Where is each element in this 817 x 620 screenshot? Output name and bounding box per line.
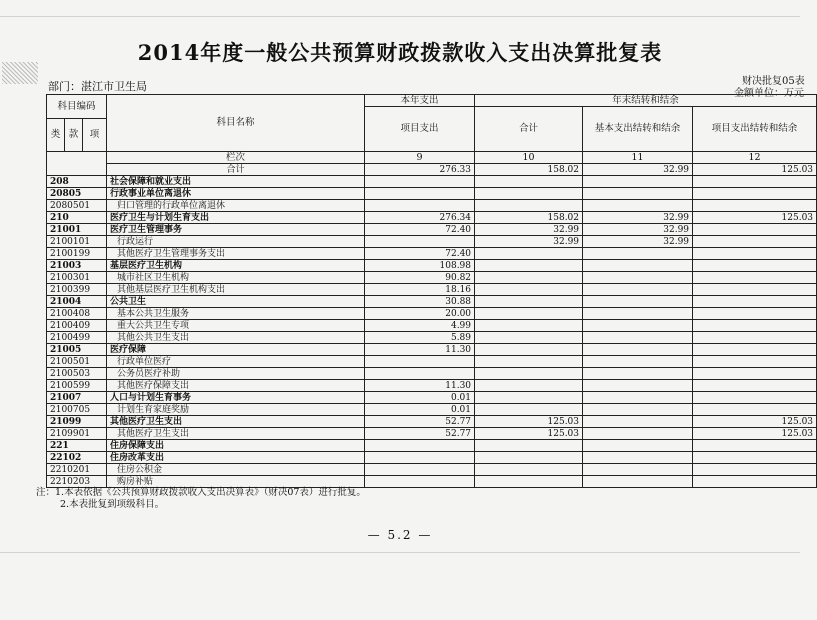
project-expense-cell: 108.98 [365,260,475,272]
project-expense-cell: 20.00 [365,308,475,320]
total-cell [475,464,583,476]
table-row [47,344,817,356]
project-balance-cell [693,296,817,308]
subject-code-cell: 21001 [47,224,107,236]
subject-code-cell: 2109901 [47,428,107,440]
project-expense-cell: 90.82 [365,272,475,284]
table-row [47,464,817,476]
kuan-header: 款 [65,119,83,152]
table-row [47,428,817,440]
subject-code-cell: 2100301 [47,272,107,284]
project-balance-cell [693,248,817,260]
project-balance-cell [693,200,817,212]
subject-name-cell: 其他医疗卫生支出 [107,428,365,440]
col-11-index: 11 [583,152,693,164]
project-balance-cell [693,404,817,416]
table-row [47,188,817,200]
subject-name-cell: 计划生育家庭奖励 [107,404,365,416]
project-balance-cell [693,380,817,392]
footnote-1: 注：1.本表依据《公共预算财政拨款收入支出决算表》（财决07表）进行批复。 [36,487,366,498]
approval-table-container [46,94,816,486]
project-balance-cell [693,176,817,188]
form-code: 财决批复05表 [742,76,805,87]
subject-code-cell: 221 [47,440,107,452]
basic-balance-cell [583,344,693,356]
total-cell: 125.03 [475,428,583,440]
basic-balance-cell [583,416,693,428]
project-balance-header: 项目支出结转和结余 [693,107,817,152]
table-row [47,368,817,380]
project-balance-cell [693,392,817,404]
subject-code-cell: 21099 [47,416,107,428]
total-cell [475,308,583,320]
subject-name-cell: 医疗卫生与计划生育支出 [107,212,365,224]
project-expense-cell: 0.01 [365,392,475,404]
subject-name-cell: 重大公共卫生专项 [107,320,365,332]
department-label: 部门：湛江市卫生局 [48,80,147,93]
basic-balance-header: 基本支出结转和结余 [583,107,693,152]
project-balance-cell [693,224,817,236]
basic-balance-cell: 32.99 [583,236,693,248]
table-row [47,356,817,368]
sum-total: 158.02 [475,164,583,176]
project-expense-cell: 52.77 [365,416,475,428]
total-cell: 125.03 [475,416,583,428]
total-cell [475,320,583,332]
subject-name-cell: 人口与计划生育事务 [107,392,365,404]
basic-balance-cell [583,248,693,260]
table-row [47,404,817,416]
subject-name-cell: 住房保障支出 [107,440,365,452]
table-row [47,224,817,236]
project-balance-cell [693,272,817,284]
subject-code-header: 科目编码 [47,95,107,119]
project-expense-cell: 11.30 [365,344,475,356]
total-cell [475,200,583,212]
approval-table [46,94,817,488]
total-cell [475,260,583,272]
project-expense-cell: 4.99 [365,320,475,332]
project-expense-cell [365,368,475,380]
subject-code-cell: 210 [47,212,107,224]
total-cell [475,368,583,380]
table-row [47,212,817,224]
project-expense-cell [365,356,475,368]
lei-header: 类 [47,119,65,152]
table-row [47,392,817,404]
basic-balance-cell [583,296,693,308]
sum-project-balance: 125.03 [693,164,817,176]
total-cell: 32.99 [475,236,583,248]
project-balance-cell [693,320,817,332]
table-row [47,236,817,248]
project-expense-header: 项目支出 [365,107,475,152]
project-balance-cell [693,284,817,296]
basic-balance-cell [583,332,693,344]
subject-name-cell: 基本公共卫生服务 [107,308,365,320]
basic-balance-cell [583,200,693,212]
total-cell [475,440,583,452]
subject-name-cell: 公务员医疗补助 [107,368,365,380]
subject-name-cell: 住房公积金 [107,464,365,476]
basic-balance-cell [583,368,693,380]
subject-code-cell: 2100409 [47,320,107,332]
sum-label: 合计 [107,164,365,176]
subject-name-cell: 其他医疗卫生管理事务支出 [107,248,365,260]
subject-code-cell: 2100503 [47,368,107,380]
project-balance-cell [693,476,817,488]
total-cell: 158.02 [475,212,583,224]
basic-balance-cell [583,176,693,188]
table-row [47,452,817,464]
project-expense-cell [365,188,475,200]
basic-balance-cell [583,452,693,464]
subject-code-cell: 2100501 [47,356,107,368]
basic-balance-cell: 32.99 [583,212,693,224]
project-balance-cell [693,236,817,248]
project-balance-cell [693,368,817,380]
total-cell [475,176,583,188]
project-balance-cell [693,464,817,476]
subject-code-cell: 2100599 [47,380,107,392]
project-expense-cell [365,200,475,212]
subject-name-cell: 住房改革支出 [107,452,365,464]
project-balance-cell [693,356,817,368]
subject-code-cell: 2100399 [47,284,107,296]
project-balance-cell [693,452,817,464]
table-row [47,440,817,452]
subject-code-cell: 2100408 [47,308,107,320]
subject-name-cell: 购房补贴 [107,476,365,488]
subject-name-cell: 基层医疗卫生机构 [107,260,365,272]
project-expense-cell: 52.77 [365,428,475,440]
project-expense-cell: 18.16 [365,284,475,296]
subject-code-cell: 2210203 [47,476,107,488]
project-expense-cell: 276.34 [365,212,475,224]
project-expense-cell: 72.40 [365,248,475,260]
col-9-index: 9 [365,152,475,164]
project-balance-cell [693,332,817,344]
subject-code-cell: 2100199 [47,248,107,260]
subject-code-cell: 2080501 [47,200,107,212]
project-balance-cell [693,308,817,320]
project-balance-cell: 125.03 [693,416,817,428]
subject-name-cell: 归口管理的行政单位离退休 [107,200,365,212]
project-expense-cell [365,452,475,464]
project-expense-cell: 30.88 [365,296,475,308]
table-row [47,416,817,428]
subject-code-cell: 21007 [47,392,107,404]
table-row [47,200,817,212]
year-end-header: 年末结转和结余 [475,95,817,107]
project-expense-cell [365,464,475,476]
basic-balance-cell [583,440,693,452]
basic-balance-cell [583,308,693,320]
total-cell [475,332,583,344]
table-row [47,476,817,488]
project-balance-cell [693,260,817,272]
subject-code-cell: 208 [47,176,107,188]
basic-balance-cell [583,464,693,476]
unit-label: 金额单位：万元 [734,88,804,99]
column-index-label: 栏次 [107,152,365,164]
scan-line [0,552,800,553]
table-row [47,284,817,296]
subject-code-cell: 22102 [47,452,107,464]
project-expense-cell: 0.01 [365,404,475,416]
total-cell [475,344,583,356]
basic-balance-cell [583,272,693,284]
table-row [47,260,817,272]
basic-balance-cell [583,380,693,392]
subject-name-cell: 其他公共卫生支出 [107,332,365,344]
basic-balance-cell: 32.99 [583,224,693,236]
subject-code-cell: 2100705 [47,404,107,416]
basic-balance-cell [583,188,693,200]
project-expense-cell [365,476,475,488]
total-cell [475,380,583,392]
table-row [47,308,817,320]
total-cell [475,452,583,464]
project-balance-cell [693,188,817,200]
project-expense-cell: 11.30 [365,380,475,392]
basic-balance-cell [583,356,693,368]
project-expense-cell [365,440,475,452]
total-cell [475,272,583,284]
total-cell [475,392,583,404]
basic-balance-cell [583,428,693,440]
xiang-header: 项 [83,119,107,152]
page-number: — 5.2 — [367,528,433,542]
subject-name-cell: 社会保障和就业支出 [107,176,365,188]
subject-name-cell: 其他基层医疗卫生机构支出 [107,284,365,296]
subject-name-cell: 公共卫生 [107,296,365,308]
total-cell [475,284,583,296]
table-row [47,272,817,284]
sum-basic-balance: 32.99 [583,164,693,176]
basic-balance-cell [583,404,693,416]
subject-name-cell: 医疗卫生管理事务 [107,224,365,236]
subject-code-cell: 2100101 [47,236,107,248]
subject-name-cell: 行政运行 [107,236,365,248]
project-balance-cell [693,344,817,356]
total-cell [475,476,583,488]
subject-name-cell: 行政单位医疗 [107,356,365,368]
subject-name-cell: 行政事业单位离退休 [107,188,365,200]
project-expense-cell: 5.89 [365,332,475,344]
footnote-2: 2.本表批复到项级科目。 [60,499,165,510]
this-year-header: 本年支出 [365,95,475,107]
subject-name-cell: 医疗保障 [107,344,365,356]
basic-balance-cell [583,392,693,404]
subject-name-cell: 其他医疗卫生支出 [107,416,365,428]
table-row [47,296,817,308]
subject-code-cell: 2100499 [47,332,107,344]
col-10-index: 10 [475,152,583,164]
total-cell [475,188,583,200]
table-row [47,248,817,260]
basic-balance-cell [583,476,693,488]
table-row [47,332,817,344]
total-cell [475,404,583,416]
total-cell: 32.99 [475,224,583,236]
project-balance-cell: 125.03 [693,212,817,224]
project-expense-cell [365,236,475,248]
project-expense-cell [365,176,475,188]
basic-balance-cell [583,284,693,296]
subject-code-cell: 21004 [47,296,107,308]
project-balance-cell [693,440,817,452]
subject-name-cell: 其他医疗保障支出 [107,380,365,392]
total-header: 合计 [475,107,583,152]
total-cell [475,296,583,308]
total-cell [475,356,583,368]
sum-project-expense: 276.33 [365,164,475,176]
table-row [47,320,817,332]
basic-balance-cell [583,320,693,332]
subject-name-header: 科目名称 [107,95,365,152]
subject-code-cell: 21005 [47,344,107,356]
footnotes [36,487,366,511]
project-expense-cell: 72.40 [365,224,475,236]
page-title: 2014年度一般公共预算财政拨款收入支出决算批复表 [137,40,663,65]
subject-name-cell: 城市社区卫生机构 [107,272,365,284]
project-balance-cell: 125.03 [693,428,817,440]
basic-balance-cell [583,260,693,272]
total-cell [475,248,583,260]
subject-code-cell: 20805 [47,188,107,200]
table-row [47,176,817,188]
table-row [47,380,817,392]
col-12-index: 12 [693,152,817,164]
subject-code-cell: 2210201 [47,464,107,476]
scan-line [0,16,800,17]
subject-code-cell: 21003 [47,260,107,272]
